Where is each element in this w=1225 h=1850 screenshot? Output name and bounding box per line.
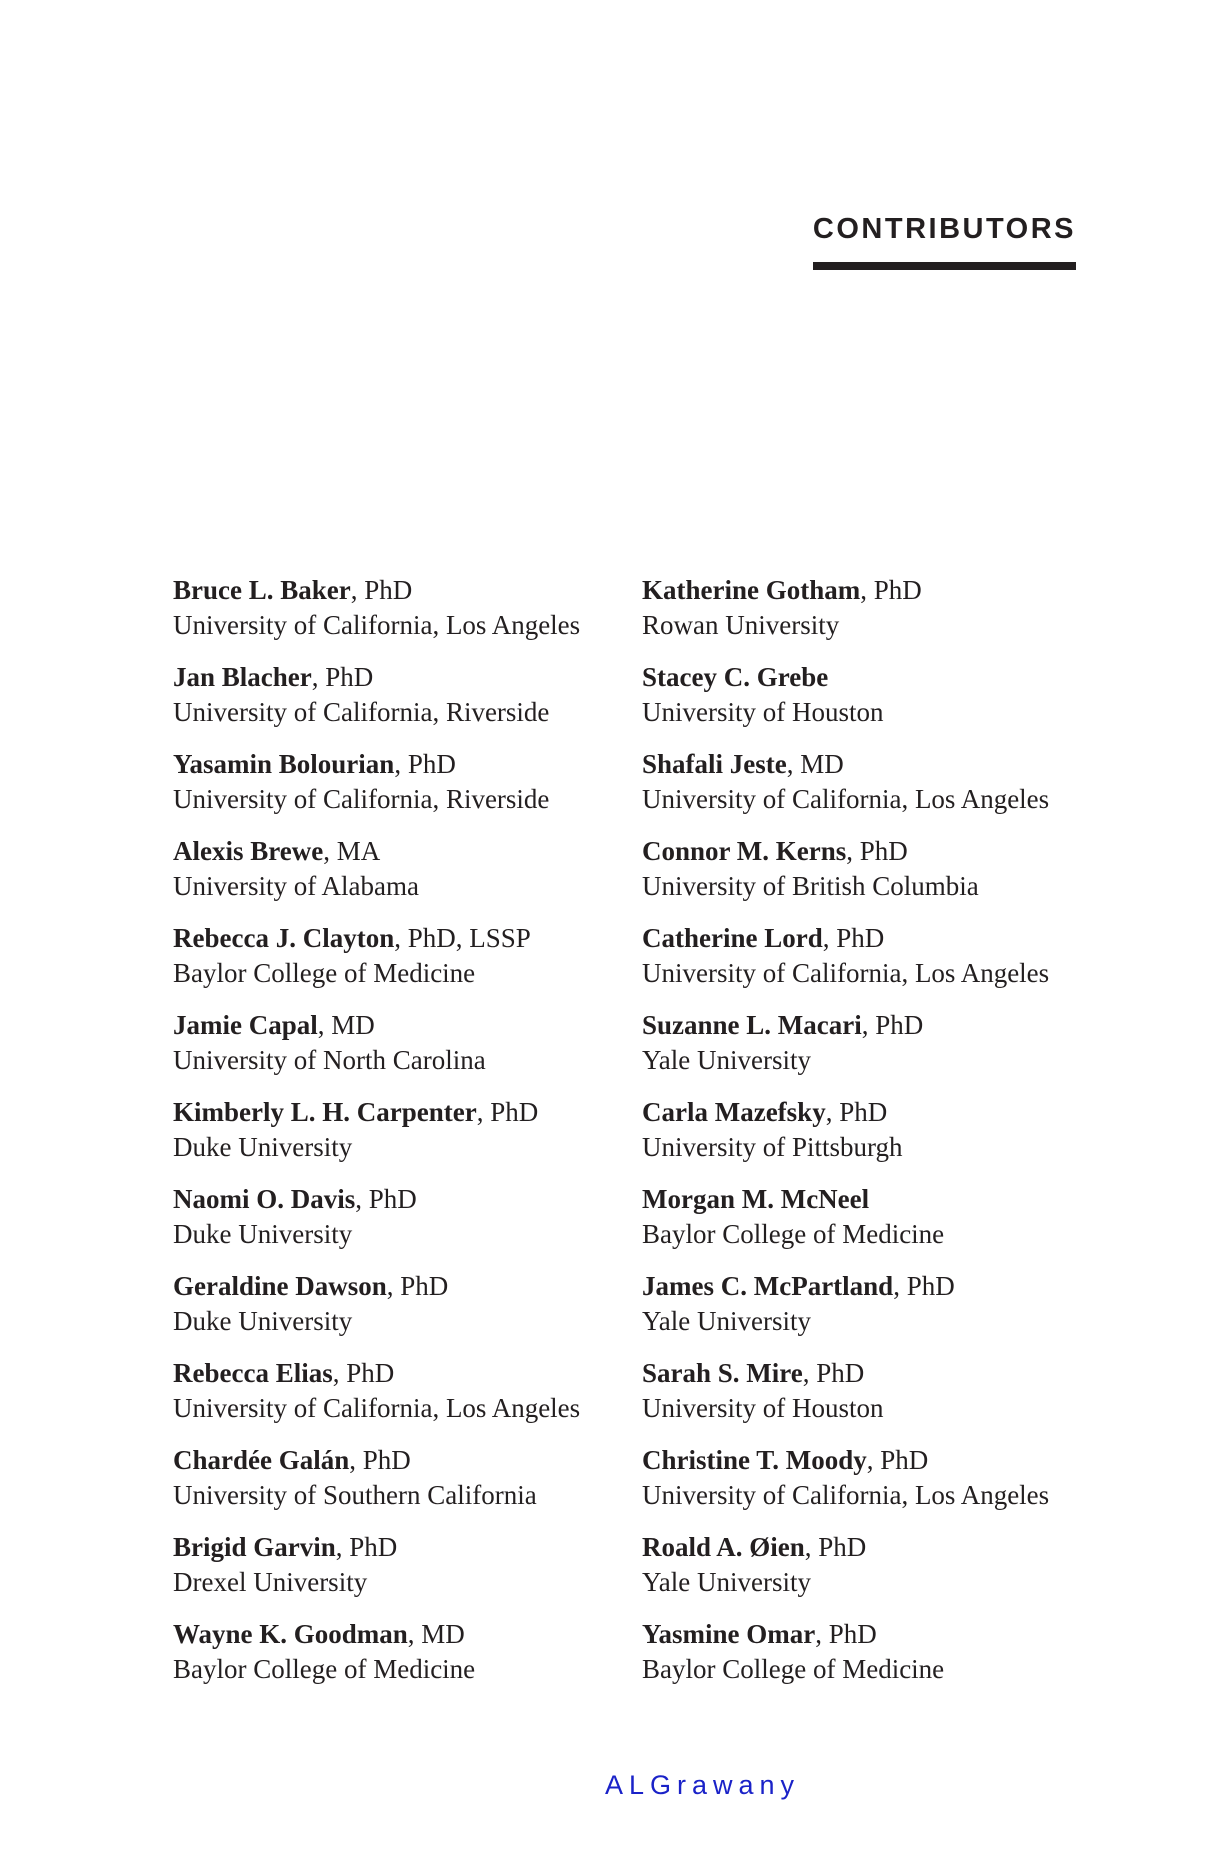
contributor-name-line (642, 1008, 1082, 1043)
contributor-credentials: , PhD (332, 1358, 395, 1388)
contributor-name-line (173, 1530, 613, 1565)
contributor-credentials: , PhD (350, 575, 413, 605)
contributor-name: Katherine Gotham (642, 575, 861, 605)
contributor-entry (173, 921, 613, 1008)
contributor-credentials: , PhD (476, 1097, 539, 1127)
contributor-affiliation: University of California, Los Angeles (173, 1393, 581, 1423)
contributor-name: Brigid Garvin (173, 1532, 336, 1562)
contributor-name-line (642, 834, 1082, 869)
contributor-name: Rebecca Elias (173, 1358, 333, 1388)
contributor-name-line (173, 1269, 613, 1304)
contributor-affiliation: University of North Carolina (173, 1045, 486, 1075)
contributor-credentials: , MD (317, 1010, 375, 1040)
contributor-entry (173, 573, 613, 660)
contributor-name: Christine T. Moody (642, 1445, 867, 1475)
contributor-entry (642, 1443, 1082, 1530)
contributor-name: Jamie Capal (173, 1010, 318, 1040)
contributor-entry (173, 1095, 613, 1182)
contributor-credentials: , PhD (893, 1271, 955, 1301)
contributors-column-right (642, 573, 1082, 1704)
contributor-credentials: , MD (407, 1619, 465, 1649)
contributor-entry (173, 1269, 613, 1356)
contributor-affiliation: University of Pittsburgh (642, 1132, 903, 1162)
contributor-affiliation: University of California, Los Angeles (173, 610, 581, 640)
contributor-credentials: , PhD (802, 1358, 865, 1388)
contributor-affiliation: University of California, Los Angeles (642, 958, 1050, 988)
contributors-column-left (173, 573, 613, 1704)
contributor-affiliation: University of Houston (642, 1393, 884, 1423)
contributor-name-line (173, 1008, 613, 1043)
contributor-entry (173, 660, 613, 747)
contributor-name: Jan Blacher (173, 662, 312, 692)
contributor-credentials: , PhD (311, 662, 374, 692)
contributor-credentials: , MA (323, 836, 381, 866)
contributor-affiliation: Baylor College of Medicine (173, 1654, 476, 1684)
contributor-name: Naomi O. Davis (173, 1184, 356, 1214)
contributor-name-line (173, 1443, 613, 1478)
contributor-name-line (173, 834, 613, 869)
contributor-entry (173, 1008, 613, 1095)
contributor-name-line (642, 573, 1082, 608)
contributor-affiliation: Duke University (173, 1132, 353, 1162)
contributor-credentials: , PhD (822, 923, 885, 953)
contributor-credentials: , MD (786, 749, 844, 779)
contributor-name: Chardée Galán (173, 1445, 350, 1475)
contributor-affiliation: Baylor College of Medicine (642, 1219, 945, 1249)
contributor-entry (642, 1008, 1082, 1095)
contributor-affiliation: Duke University (173, 1219, 353, 1249)
section-header (813, 212, 1076, 270)
contributor-entry (642, 921, 1082, 1008)
contributor-affiliation: Yale University (642, 1045, 812, 1075)
contributor-name: Rebecca J. Clayton (173, 923, 395, 953)
contributor-name: Roald A. Øien (642, 1532, 805, 1562)
watermark-footer: ALGrawany (604, 1770, 801, 1800)
contributor-affiliation: University of California, Los Angeles (642, 1480, 1050, 1510)
contributor-credentials: , PhD (815, 1619, 877, 1649)
contributor-affiliation: University of California, Riverside (173, 784, 550, 814)
contributor-name: Catherine Lord (642, 923, 823, 953)
contributor-name-line (173, 747, 613, 782)
contributor-name-line (173, 1095, 613, 1130)
contributor-name-line (173, 573, 613, 608)
contributor-name-line (642, 1617, 1082, 1652)
contributor-name: Alexis Brewe (173, 836, 324, 866)
contributor-affiliation: University of British Columbia (642, 871, 979, 901)
contributor-name-line (642, 1443, 1082, 1478)
contributor-entry (642, 573, 1082, 660)
contributor-affiliation: Baylor College of Medicine (173, 958, 476, 988)
contributor-name-line (173, 1356, 613, 1391)
contributor-name: Morgan M. McNeel (642, 1184, 870, 1214)
contributor-name-line (642, 1182, 1082, 1217)
contributor-name-line (642, 660, 1082, 695)
contributor-name-line (642, 747, 1082, 782)
contributor-affiliation: Yale University (642, 1567, 812, 1597)
contributor-entry (642, 1617, 1082, 1704)
contributor-credentials: , PhD (335, 1532, 398, 1562)
contributor-name-line (173, 1617, 613, 1652)
contributor-name: Carla Mazefsky (642, 1097, 826, 1127)
contributor-entry (642, 1356, 1082, 1443)
contributor-credentials: , PhD (860, 575, 922, 605)
contributor-entry (642, 1269, 1082, 1356)
contributor-credentials: , PhD (386, 1271, 449, 1301)
contributor-affiliation: University of Southern California (173, 1480, 537, 1510)
contributor-name-line (642, 1530, 1082, 1565)
contributor-credentials: , PhD (866, 1445, 929, 1475)
contributor-name: Suzanne L. Macari (642, 1010, 862, 1040)
contributor-affiliation: Duke University (173, 1306, 353, 1336)
contributor-affiliation: University of Alabama (173, 871, 419, 901)
contributor-name: Geraldine Dawson (173, 1271, 387, 1301)
contributor-name-line (642, 1269, 1082, 1304)
contributor-credentials: , PhD (825, 1097, 888, 1127)
contributor-name: Stacey C. Grebe (642, 662, 829, 692)
contributor-affiliation: Yale University (642, 1306, 812, 1336)
contributor-entry (173, 747, 613, 834)
contributor-name-line (173, 660, 613, 695)
contributor-name: Yasmine Omar (642, 1619, 816, 1649)
contributor-credentials: , PhD (861, 1010, 924, 1040)
contributor-affiliation: University of Houston (642, 697, 884, 727)
contributor-name-line (642, 1095, 1082, 1130)
contributor-name: James C. McPartland (642, 1271, 894, 1301)
contributor-credentials: , PhD, LSSP (394, 923, 531, 953)
contributor-name-line (642, 921, 1082, 956)
contributor-name: Sarah S. Mire (642, 1358, 803, 1388)
contributor-affiliation: Baylor College of Medicine (642, 1654, 945, 1684)
contributor-name: Kimberly L. H. Carpenter (173, 1097, 477, 1127)
contributor-affiliation: University of California, Riverside (173, 697, 550, 727)
contributor-affiliation: Rowan University (642, 610, 840, 640)
contributor-entry (642, 834, 1082, 921)
contributor-entry (642, 1530, 1082, 1617)
contributor-entry (642, 660, 1082, 747)
contributor-name: Shafali Jeste (642, 749, 787, 779)
contributor-credentials: , PhD (804, 1532, 867, 1562)
contributor-entry (173, 1443, 613, 1530)
contributor-entry (642, 1182, 1082, 1269)
contributor-entry (642, 747, 1082, 834)
contributor-affiliation: University of California, Los Angeles (642, 784, 1050, 814)
contributor-entry (173, 1182, 613, 1269)
contributor-credentials: , PhD (394, 749, 456, 779)
contributor-name: Wayne K. Goodman (173, 1619, 408, 1649)
contributor-name-line (642, 1356, 1082, 1391)
page-title: CONTRIBUTORS (812, 213, 1076, 245)
contributor-entry (173, 1617, 613, 1704)
contributor-entry (173, 1356, 613, 1443)
contributor-credentials: , PhD (846, 836, 908, 866)
contributor-credentials: , PhD (355, 1184, 417, 1214)
contributor-credentials: , PhD (349, 1445, 411, 1475)
contributor-name-line (173, 1182, 613, 1217)
contributor-entry (642, 1095, 1082, 1182)
contributor-name: Connor M. Kerns (642, 836, 847, 866)
contributor-name: Yasamin Bolourian (173, 749, 395, 779)
contributor-entry (173, 834, 613, 921)
title-underline (813, 262, 1076, 270)
contributor-entry (173, 1530, 613, 1617)
contributor-name: Bruce L. Baker (173, 575, 351, 605)
contributor-name-line (173, 921, 613, 956)
contributor-affiliation: Drexel University (173, 1567, 368, 1597)
